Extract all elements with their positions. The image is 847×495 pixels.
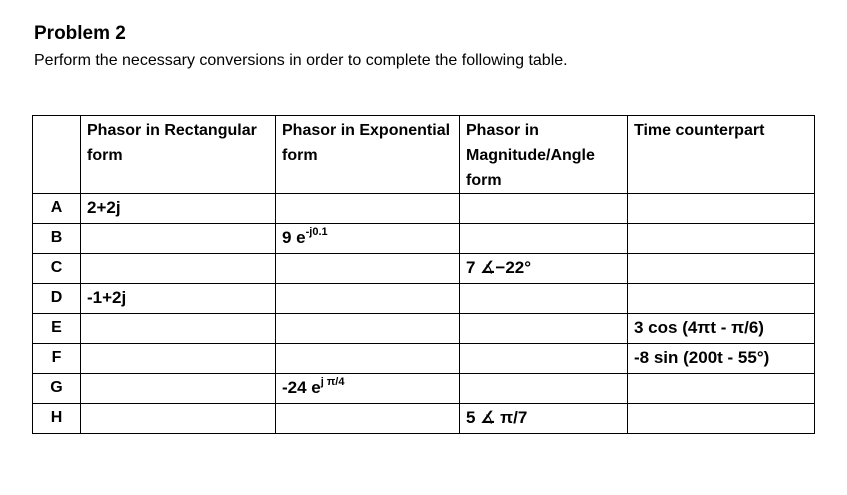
exp-cell [276,254,460,284]
mag-cell: 5 ∡ π/7 [460,404,628,434]
table-header-row [33,116,815,194]
row-label: D [33,284,81,314]
rect-cell: 2+2j [81,194,276,224]
time-cell [628,194,815,224]
time-cell: 3 cos (4πt - π/6) [628,314,815,344]
mag-cell [460,314,628,344]
problem-instruction: Perform the necessary conversions in order to complete the following table. [34,52,568,69]
time-cell [628,254,815,284]
header-exponential-form: Phasor in Exponential form [276,116,460,194]
problem-title: Problem 2 [34,23,126,44]
row-label: G [33,374,81,404]
table-row [33,344,815,374]
rect-cell [81,344,276,374]
mag-cell [460,224,628,254]
table-row [33,254,815,284]
rect-cell [81,374,276,404]
mag-cell [460,374,628,404]
exp-exponent: -j0.1 [305,226,328,238]
exp-cell [276,194,460,224]
time-cell [628,224,815,254]
row-label: E [33,314,81,344]
exp-cell [276,344,460,374]
table-row [33,194,815,224]
row-label: B [33,224,81,254]
exp-base: -24 e [282,378,321,397]
mag-cell [460,344,628,374]
time-cell [628,404,815,434]
header-magnitude-angle-form: Phasor in Magnitude/Angle form [460,116,628,194]
mag-cell: 7 ∡−22° [460,254,628,284]
exp-exponent: j π/4 [320,376,345,388]
row-label: H [33,404,81,434]
time-cell [628,284,815,314]
rect-cell [81,314,276,344]
time-cell: -8 sin (200t - 55°) [628,344,815,374]
mag-cell [460,284,628,314]
header-rectangular-form: Phasor in Rectangular form [81,116,276,194]
table-row [33,224,815,254]
table-row [33,374,815,404]
exp-cell [276,374,460,404]
exp-cell [276,284,460,314]
rect-cell [81,254,276,284]
rect-cell [81,224,276,254]
time-cell [628,374,815,404]
table-row [33,314,815,344]
header-row-label [33,116,81,194]
exp-base: 9 e [282,228,306,247]
row-label: A [33,194,81,224]
mag-cell [460,194,628,224]
conversion-table [32,115,815,434]
rect-cell [81,404,276,434]
exp-cell [276,224,460,254]
table-row [33,284,815,314]
rect-cell: -1+2j [81,284,276,314]
table-row [33,404,815,434]
header-time-counterpart: Time counterpart [628,116,815,194]
row-label: C [33,254,81,284]
exp-cell [276,404,460,434]
exp-cell [276,314,460,344]
row-label: F [33,344,81,374]
